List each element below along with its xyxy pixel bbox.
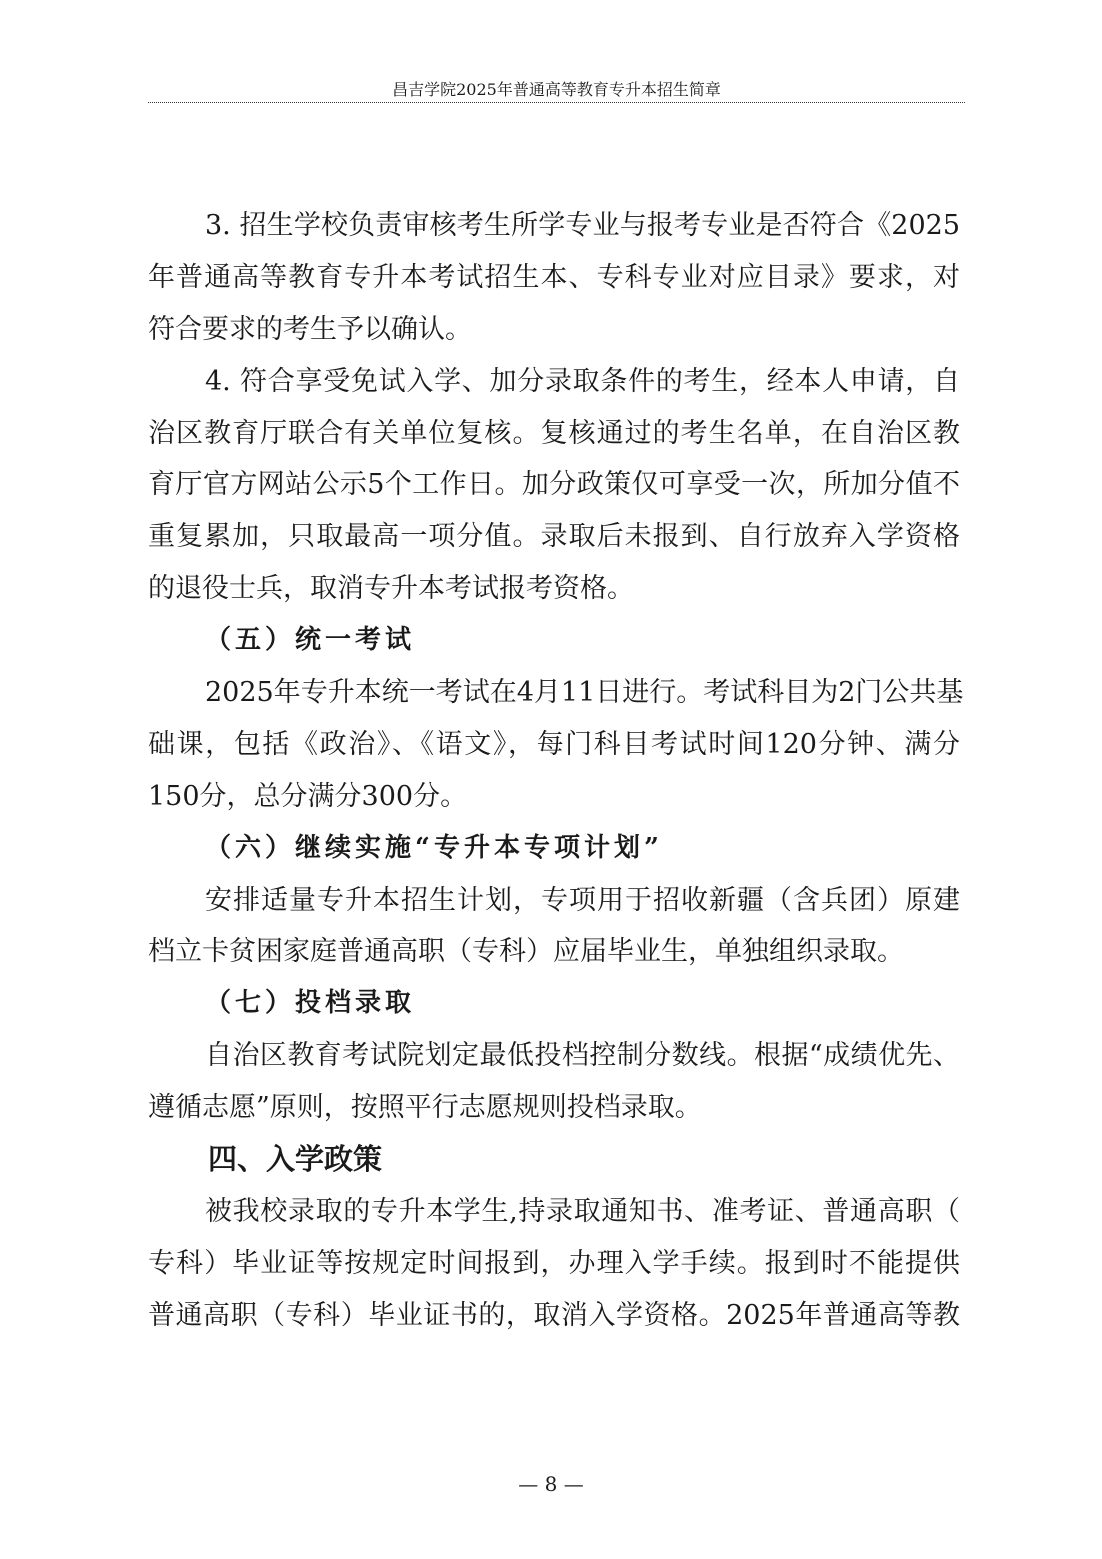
header-divider — [148, 102, 965, 103]
text-line: 遵循志愿”原则，按照平行志愿规则投档录取。 — [148, 1092, 702, 1124]
subsection-heading — [148, 978, 960, 1030]
paragraph — [148, 356, 960, 615]
text-line: 育厅官方网站公示5个工作日。加分政策仅可享受一次，所加分值不 — [148, 469, 960, 501]
running-header: 昌吉学院2025年普通高等教育专升本招生简章 — [392, 80, 721, 99]
text-line: （七）投档录取 — [205, 988, 416, 1019]
document-body — [148, 200, 964, 1342]
page-number: — 8 — — [518, 1472, 584, 1496]
paragraph — [148, 1186, 960, 1342]
subsection-heading — [148, 615, 960, 667]
text-line: 自治区教育考试院划定最低投档控制分数线。根据“成绩优先、 — [205, 1040, 960, 1072]
text-line: 治区教育厅联合有关单位复核。复核通过的考生名单，在自治区教 — [148, 417, 960, 449]
subsection-heading — [148, 823, 960, 875]
text-line: 重复累加，只取最高一项分值。录取后未报到、自行放弃入学资格 — [148, 521, 960, 553]
paragraph — [148, 875, 960, 979]
text-line: 的退役士兵，取消专升本考试报考资格。 — [148, 573, 634, 605]
text-line: 专科）毕业证等按规定时间报到，办理入学手续。报到时不能提供 — [148, 1247, 960, 1279]
text-line: 3. 招生学校负责审核考生所学专业与报考专业是否符合《2025 — [205, 210, 960, 241]
text-line: 普通高职（专科）毕业证书的，取消入学资格。2025年普通高等教 — [148, 1299, 960, 1331]
text-line: 四、入学政策 — [208, 1142, 383, 1177]
text-line: 安排适量专升本招生计划，专项用于招收新疆（含兵团）原建 — [205, 884, 960, 916]
text-line: 4. 符合享受免试入学、加分录取条件的考生，经本人申请，自 — [205, 365, 960, 397]
text-line: 被我校录取的专升本学生,持录取通知书、准考证、普通高职（ — [205, 1195, 960, 1227]
text-line: （六）继续实施“专升本专项计划” — [205, 832, 663, 863]
paragraph — [148, 1030, 960, 1134]
paragraph — [148, 200, 960, 356]
text-line: 2025年专升本统一考试在4月11日进行。考试科目为2门公共基 — [205, 677, 964, 709]
paragraph — [148, 667, 964, 823]
text-line: 符合要求的考生予以确认。 — [148, 313, 472, 345]
text-line: 150分，总分满分300分。 — [148, 780, 468, 812]
text-line: 础课，包括《政治》、《语文》，每门科目考试时间120分钟、满分 — [148, 728, 960, 760]
text-line: （五）统一考试 — [205, 625, 416, 656]
text-line: 年普通高等教育专升本考试招生本、专科专业对应目录》要求，对 — [148, 261, 960, 293]
text-line: 档立卡贫困家庭普通高职（专科）应届毕业生，单独组织录取。 — [148, 936, 904, 968]
section-heading — [148, 1134, 960, 1186]
